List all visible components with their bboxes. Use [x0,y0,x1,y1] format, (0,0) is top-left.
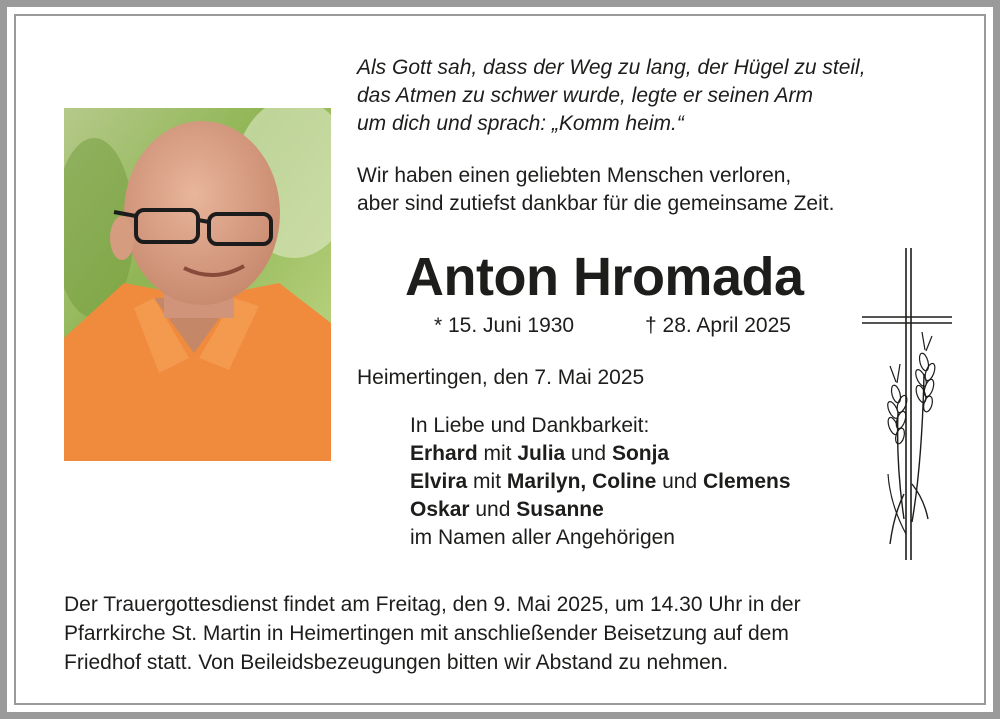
poem-line: um dich und sprach: „Komm heim.“ [357,112,684,135]
family-name: Susanne [516,498,604,521]
family-signatures [410,412,791,552]
poem-text [357,54,866,138]
service-line: Friedhof statt. Von Beileidsbezeugungen bitten wir Abstand zu nehmen. [64,651,729,674]
place-and-date: Heimertingen, den 7. Mai 2025 [357,366,645,389]
service-line: Pfarrkirche St. Martin in Heimertingen mit anschließender Beisetzung auf dem [64,622,789,645]
intro-line: Wir haben einen geliebten Menschen verloren, [357,164,792,187]
family-line: Elvira mit Marilyn, Coline und Clemens [410,470,791,493]
service-line: Der Trauergottesdienst findet am Freitag, den 9. Mai 2025, um 14.30 Uhr in der [64,593,801,616]
family-line: Oskar und Susanne [410,498,604,521]
deceased-name: Anton Hromada [405,247,804,307]
birth-date: * 15. Juni 1930 [434,314,575,337]
funeral-service-text [64,590,801,677]
family-name: Julia [517,442,566,465]
poem-line: das Atmen zu schwer wurde, legte er seinen Arm [357,84,813,107]
family-line: Erhard mit Julia und Sonja [410,442,670,465]
intro-line: aber sind zutiefst dankbar für die gemeinsame Zeit. [357,192,835,215]
family-name: Erhard [410,442,478,465]
family-name: Clemens [702,470,791,493]
intro-text [357,162,834,218]
family-name: Marilyn, Coline [506,470,657,493]
portrait-photo [64,108,331,461]
family-name: Elvira [410,470,468,493]
death-date: † 28. April 2025 [645,314,791,337]
family-name: Sonja [611,442,670,465]
family-name: Oskar [410,498,470,521]
cross-with-wheat-icon [860,244,956,567]
family-closing: im Namen aller Angehörigen [410,526,675,549]
poem-line: Als Gott sah, dass der Weg zu lang, der Hügel zu steil, [357,56,866,79]
family-heading: In Liebe und Dankbarkeit: [410,414,650,437]
